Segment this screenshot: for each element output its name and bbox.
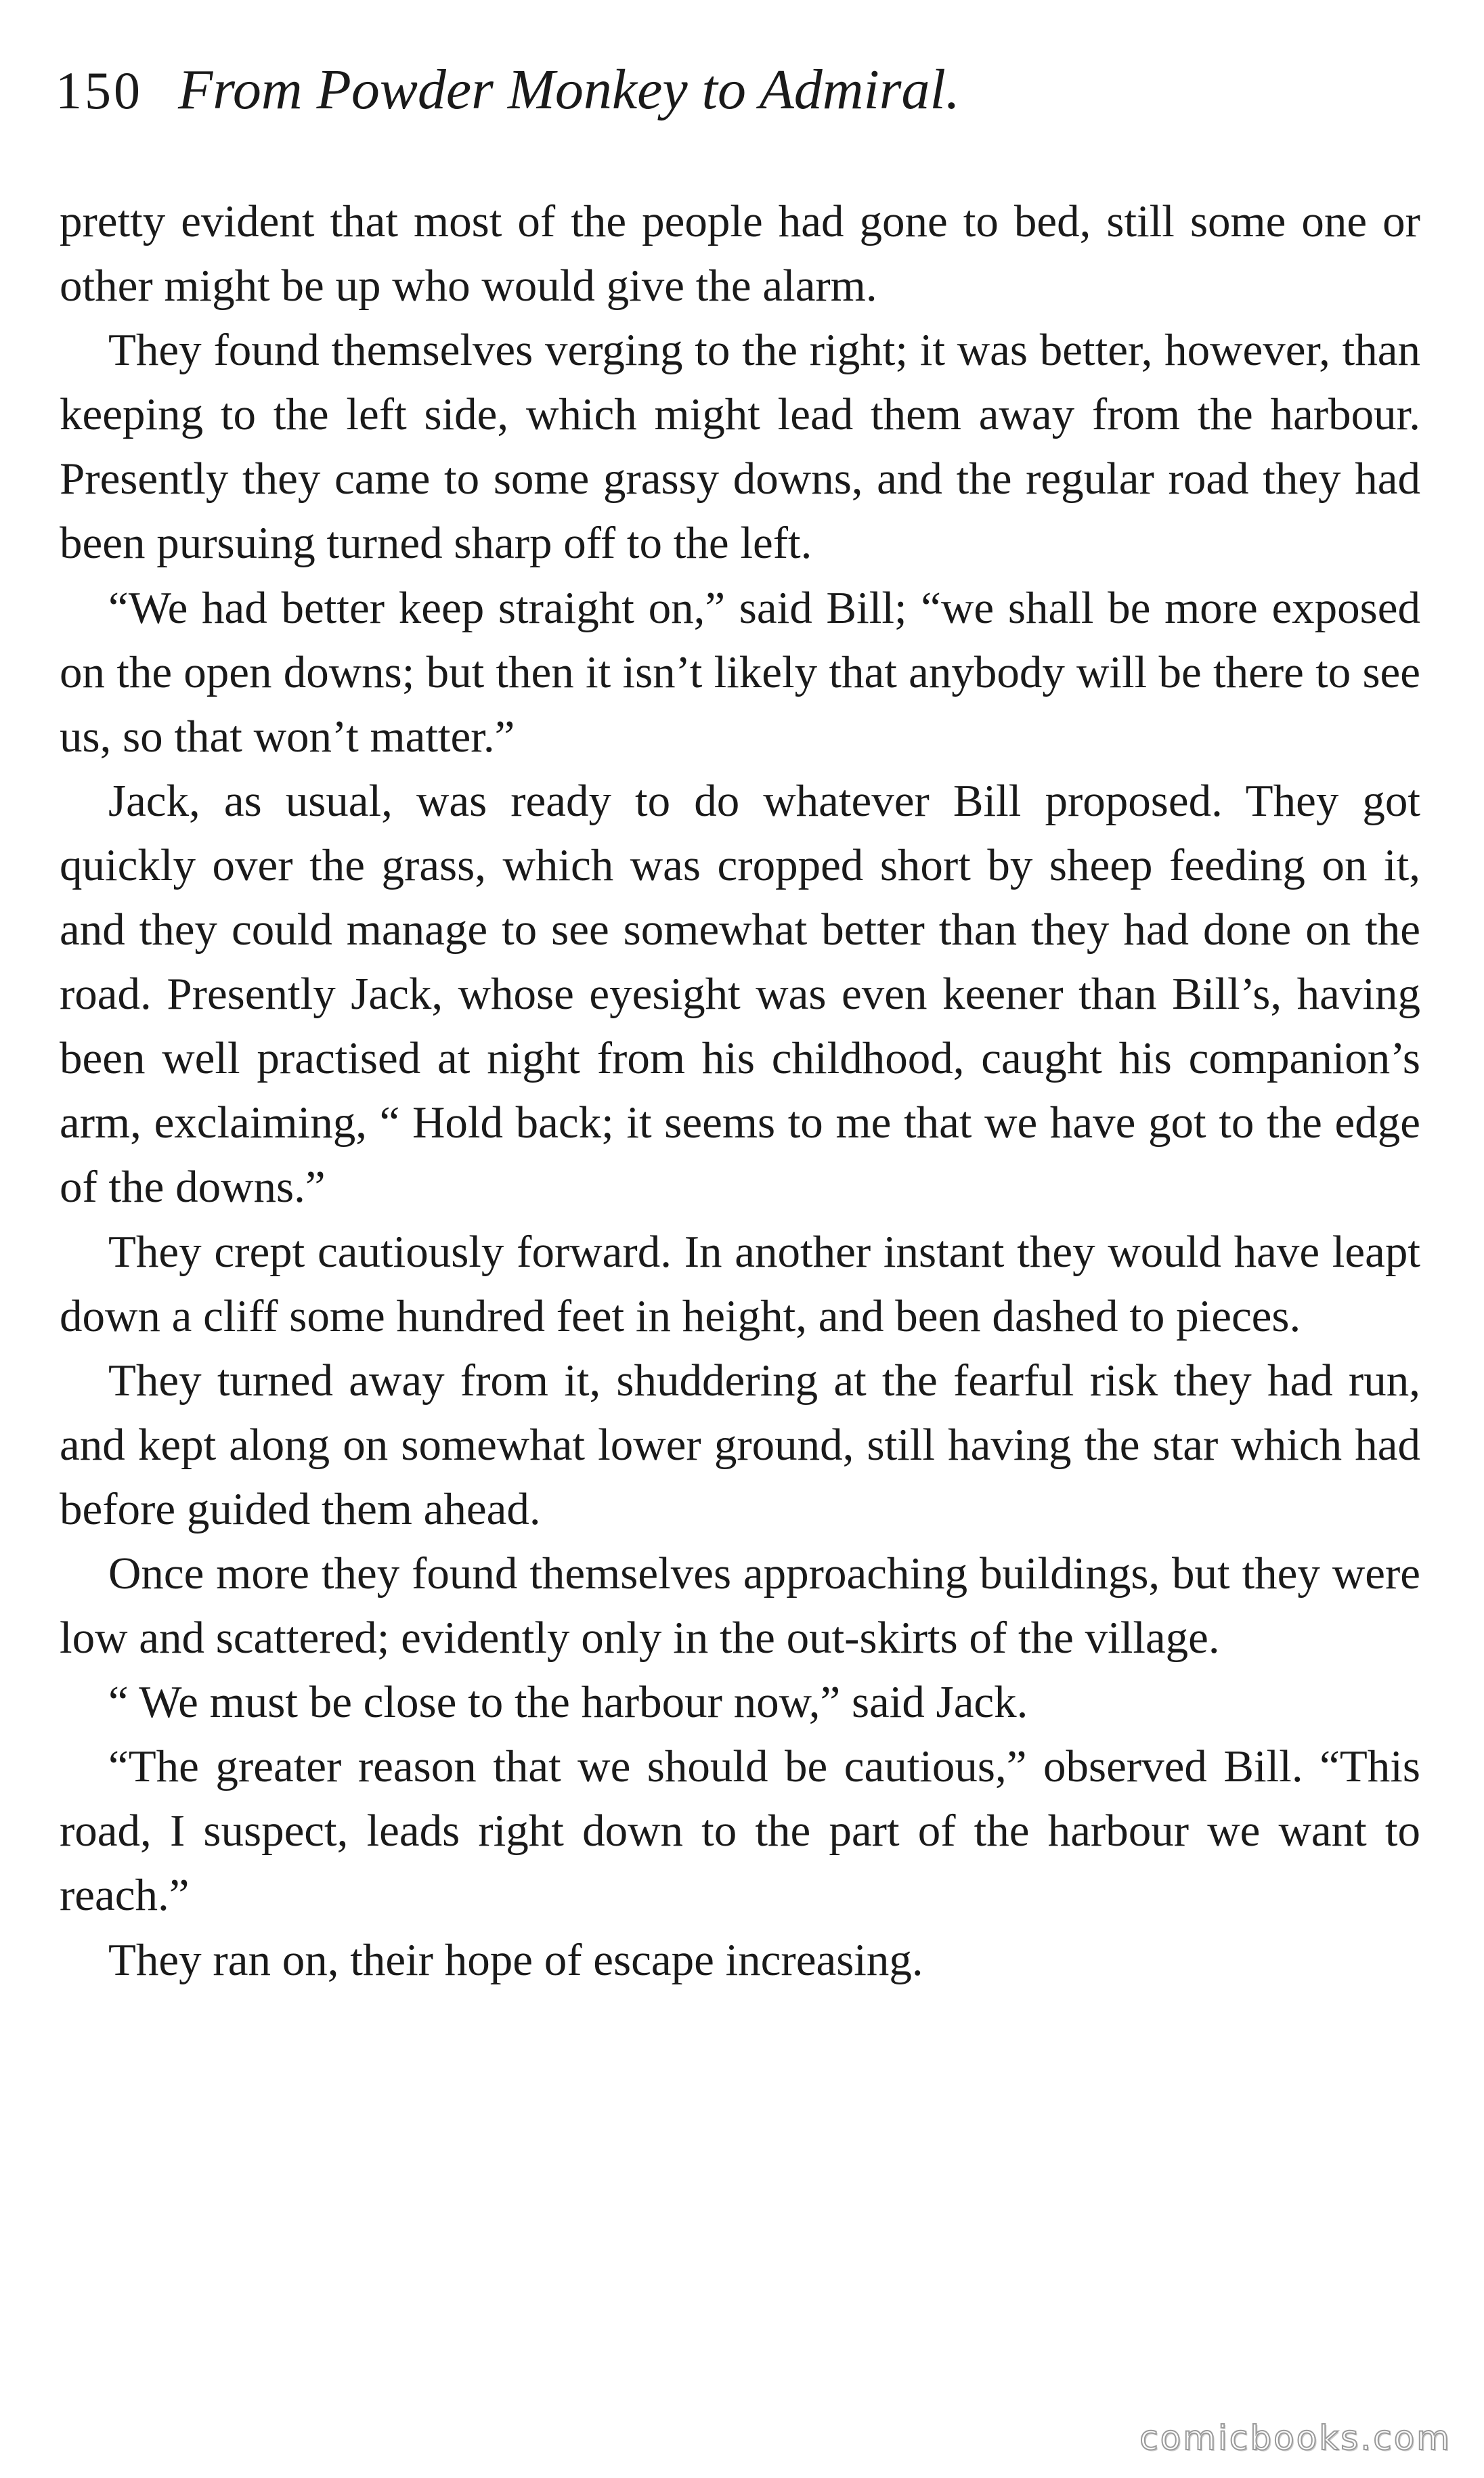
paragraph: “We had better keep straight on,” said Bill; “we shall be more exposed on the open downs; but then it isn’t likely that anybody will be there to see us, so that won’t matter.” [60, 582, 1420, 762]
paragraph: They crept cautiously forward. In another instant they would have leapt down a cliff some hundred feet in height, and been dashed to pieces. [60, 1226, 1420, 1341]
body-text [60, 190, 1420, 1993]
paragraph: Jack, as usual, was ready to do whatever Bill proposed. They got quickly over the grass, which was cropped short by sheep feeding on it, and they could manage to see somewhat better than they had done on the road. Presently Jack, whose eyesight was even keener than Bill’s, having been well practised at night from his childhood, caught his companion’s arm, exclaiming, “ Hold back; it seems to me that we have got to the edge of the downs.” [60, 775, 1420, 1213]
paragraph: “The greater reason that we should be cautious,” observed Bill. “This road, I suspect, leads right down to the part of the harbour we want to reach.” [60, 1741, 1420, 1921]
page-header [56, 57, 1423, 138]
watermark: comicbooks.com [1139, 2418, 1452, 2458]
page-number: 150 [56, 61, 143, 120]
paragraph: Once more they found themselves approaching buildings, but they were low and scattered; evidently only in the out-skirts of the village. [60, 1548, 1420, 1664]
running-title: From Powder Monkey to Admiral. [178, 58, 960, 121]
paragraph: They found themselves verging to the right; it was better, however, than keeping to the left side, which might lead them away from the harbour. Presently they came to some grassy downs, and the regular road they had been pursuing turned sharp off to the left. [60, 325, 1420, 569]
paragraph: They ran on, their hope of escape increasing. [108, 1934, 923, 1985]
paragraph: “ We must be close to the harbour now,” said Jack. [108, 1677, 1028, 1728]
paragraph: pretty evident that most of the people had gone to bed, still some one or other might be up who would give the alarm. [60, 196, 1420, 311]
paragraph: They turned away from it, shuddering at the fearful risk they had run, and kept along on somewhat lower ground, still having the star which had before guided them ahead. [60, 1355, 1420, 1534]
